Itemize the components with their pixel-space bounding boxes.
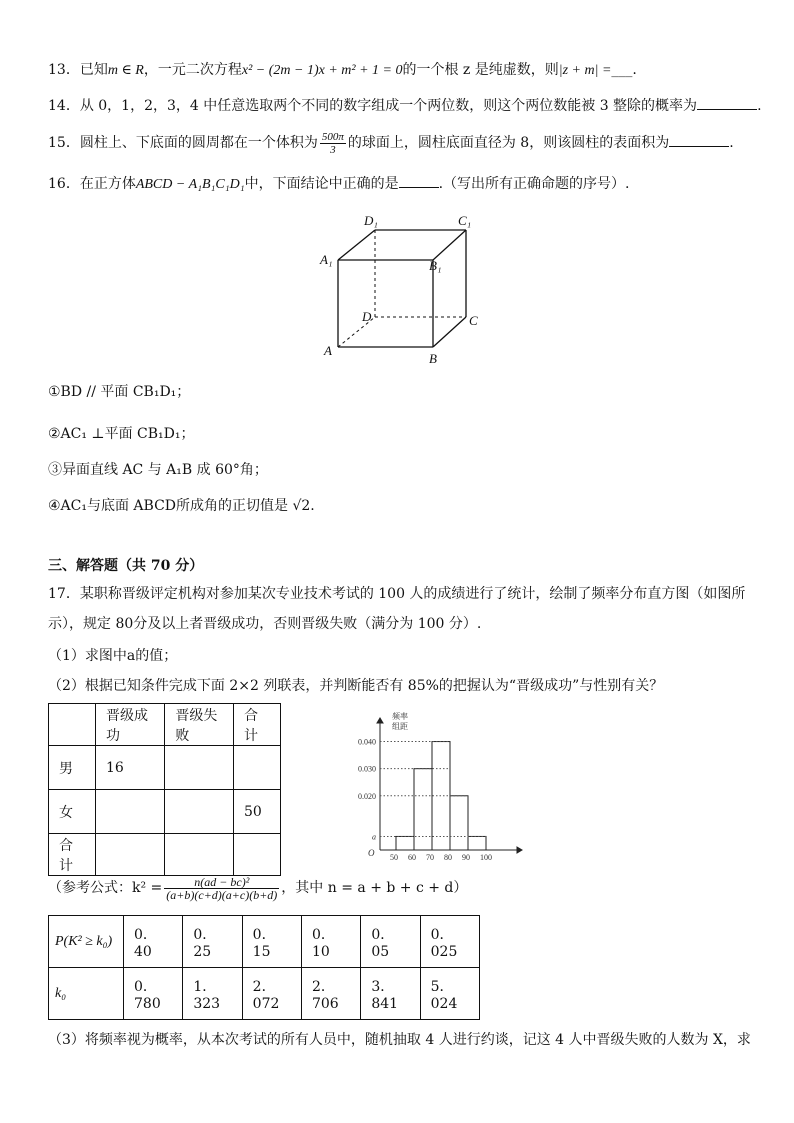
table-cell: 0．15	[242, 916, 301, 968]
q15-end: .	[729, 135, 734, 151]
formula-label: （参考公式：k² =	[48, 880, 163, 896]
label-c: C	[469, 313, 478, 328]
formula-numerator: n(ad − bc)²	[164, 876, 279, 889]
table-cell	[96, 790, 165, 834]
table-cell: 晋级失败	[165, 704, 234, 746]
table-cell: 50	[234, 790, 281, 834]
formula-fraction	[164, 876, 279, 901]
y-tick-label: 0.030	[358, 764, 376, 774]
table-cell: P(K² ≥ k₀)	[49, 916, 124, 968]
q16-text-b: 中，下面结论中正确的是	[244, 176, 399, 192]
q13-text-a: ，一元二次方程	[143, 62, 242, 78]
table-cell	[165, 746, 234, 790]
table-cell: k₀	[49, 968, 124, 1020]
y-tick-label: 0.040	[358, 737, 376, 747]
table-cell: 男	[49, 746, 96, 790]
table-cell: 合计	[234, 704, 281, 746]
table-row	[49, 834, 281, 876]
question-16	[48, 174, 630, 195]
histogram-bar-60-70	[414, 769, 432, 850]
cube-figure	[316, 208, 486, 368]
table-row	[49, 916, 480, 968]
critical-value-table	[48, 915, 480, 1020]
table-row	[49, 790, 281, 834]
x-tick-label: 100	[480, 853, 492, 862]
table-cell: 1．323	[183, 968, 242, 1020]
q13-equation: x² − (2m − 1)x + m² + 1 = 0	[241, 63, 403, 78]
table-cell	[165, 834, 234, 876]
table-cell: 0．025	[420, 916, 479, 968]
table-cell: 5．024	[420, 968, 479, 1020]
q16-text-c: .（写出所有正确命题的序号）.	[438, 176, 630, 192]
x-axis-arrow	[517, 847, 522, 853]
table-cell: 16	[96, 746, 165, 790]
q15-volume-fraction	[320, 131, 346, 156]
edge-b-c	[433, 317, 466, 347]
q16-cube-name: ABCD − A₁B₁C₁D₁	[135, 177, 245, 192]
a-tick-label: a	[372, 832, 376, 842]
histogram-bar-90-100	[468, 836, 486, 850]
q17-part-3: （3）将频率视为概率，从本次考试的所有人员中，随机抽取 4 人进行约谈，记这 4 人中晋级失败的人数为 X，求	[48, 1032, 751, 1048]
ylabel-bottom: 组距	[392, 722, 408, 731]
label-d1: D₁	[364, 213, 378, 228]
table-cell: 0．25	[183, 916, 242, 968]
formula-tail: ，其中 n = a + b + c + d）	[281, 880, 468, 896]
q13-condition: m ∈ R	[107, 63, 144, 78]
q15-frac-den: 3	[330, 143, 336, 156]
table-cell: 0．40	[124, 916, 183, 968]
q17-line-2: 示），规定 80分及以上者晋级成功，否则晋级失败（满分为 100 分）.	[48, 616, 482, 632]
y-tick-label: 0.020	[358, 791, 376, 801]
histogram-bar-50-60	[396, 836, 414, 850]
table-cell: 0．10	[301, 916, 360, 968]
label-c1: C₁	[458, 213, 472, 228]
q14-end: .	[757, 98, 762, 114]
x-tick-label: 80	[444, 853, 452, 862]
x-tick-label: 90	[462, 853, 470, 862]
question-13	[48, 60, 637, 81]
q13-text-b: 的一个根 z 是纯虚数，则	[402, 62, 559, 78]
table-cell: 女	[49, 790, 96, 834]
label-a1: A₁	[320, 252, 333, 267]
q15-text-b: 的球面上，圆柱底面直径为 8，则该圆柱的表面积为	[347, 135, 670, 151]
y-axis-arrow	[377, 718, 383, 723]
q14-answer-blank	[697, 97, 757, 110]
q17-formula	[48, 872, 467, 904]
frequency-histogram	[358, 710, 526, 862]
section-3-heading: 三、解答题（共 70 分）	[48, 558, 204, 574]
origin-label: O	[368, 848, 375, 858]
table-cell	[49, 704, 96, 746]
table-cell	[96, 834, 165, 876]
q17-line-1: 17．某职称晋级评定机构对参加某次专业技术考试的 100 人的成绩进行了统计，绘制了频率分布直方图（如图所	[48, 586, 746, 602]
edge-b1-c1	[433, 230, 466, 260]
label-b: B	[429, 351, 437, 366]
q16-option-1: ①BD // 平面 CB₁D₁；	[48, 384, 191, 400]
edge-a1-d1	[338, 230, 375, 260]
question-14	[48, 96, 762, 116]
q17-part-2: （2）根据已知条件完成下面 2×2 列联表，并判断能否有 85%的把握认为“晋级成功”与性别有关？	[48, 678, 664, 694]
table-cell: 0．780	[124, 968, 183, 1020]
table-cell: 0．05	[361, 916, 420, 968]
q15-text-a: 15．圆柱上、下底面的圆周都在一个体积为	[48, 135, 318, 151]
x-tick-label: 50	[390, 853, 398, 862]
table-row	[49, 704, 281, 746]
q16-option-3: ③异面直线 AC 与 A₁B 成 60°角；	[48, 462, 268, 478]
table-row	[49, 746, 281, 790]
q13-expression: |z + m| =	[558, 63, 612, 78]
table-cell: 2．706	[301, 968, 360, 1020]
formula-denominator: (a+b)(c+d)(a+c)(b+d)	[166, 887, 278, 902]
table-cell	[234, 746, 281, 790]
table-cell: 合计	[49, 834, 96, 876]
q15-answer-blank	[669, 134, 729, 147]
table-cell	[165, 790, 234, 834]
q16-option-2: ②AC₁ ⊥平面 CB₁D₁；	[48, 426, 195, 442]
table-row	[49, 968, 480, 1020]
label-a: A	[324, 343, 332, 358]
table-cell: 2．072	[242, 968, 301, 1020]
table-cell: 3．841	[361, 968, 420, 1020]
histogram-bar-80-90	[450, 796, 468, 850]
q13-end: .	[632, 62, 637, 78]
q14-text: 14．从 0，1，2，3，4 中任意选取两个不同的数字组成一个两位数，则这个两位数能被 3 整除的概率为	[48, 98, 698, 114]
question-15	[48, 128, 734, 158]
q13-answer-blank: ___	[611, 62, 633, 78]
ylabel-top: 频率	[392, 712, 408, 721]
x-tick-label: 70	[426, 853, 434, 862]
contingency-table	[48, 703, 281, 876]
table-cell	[234, 834, 281, 876]
q16-prefix: 16．在正方体	[48, 176, 136, 192]
q17-part-1: （1）求图中a的值；	[48, 648, 178, 664]
q13-prefix: 13．已知	[48, 62, 108, 78]
q16-answer-blank	[399, 175, 439, 188]
q15-frac-num: 500π	[321, 130, 344, 143]
label-d: D	[362, 309, 372, 324]
table-cell: 晋级成功	[96, 704, 165, 746]
label-b1: B₁	[429, 258, 442, 273]
q16-option-4: ④AC₁与底面 ABCD所成角的正切值是 √2.	[48, 498, 315, 514]
x-tick-label: 60	[408, 853, 416, 862]
